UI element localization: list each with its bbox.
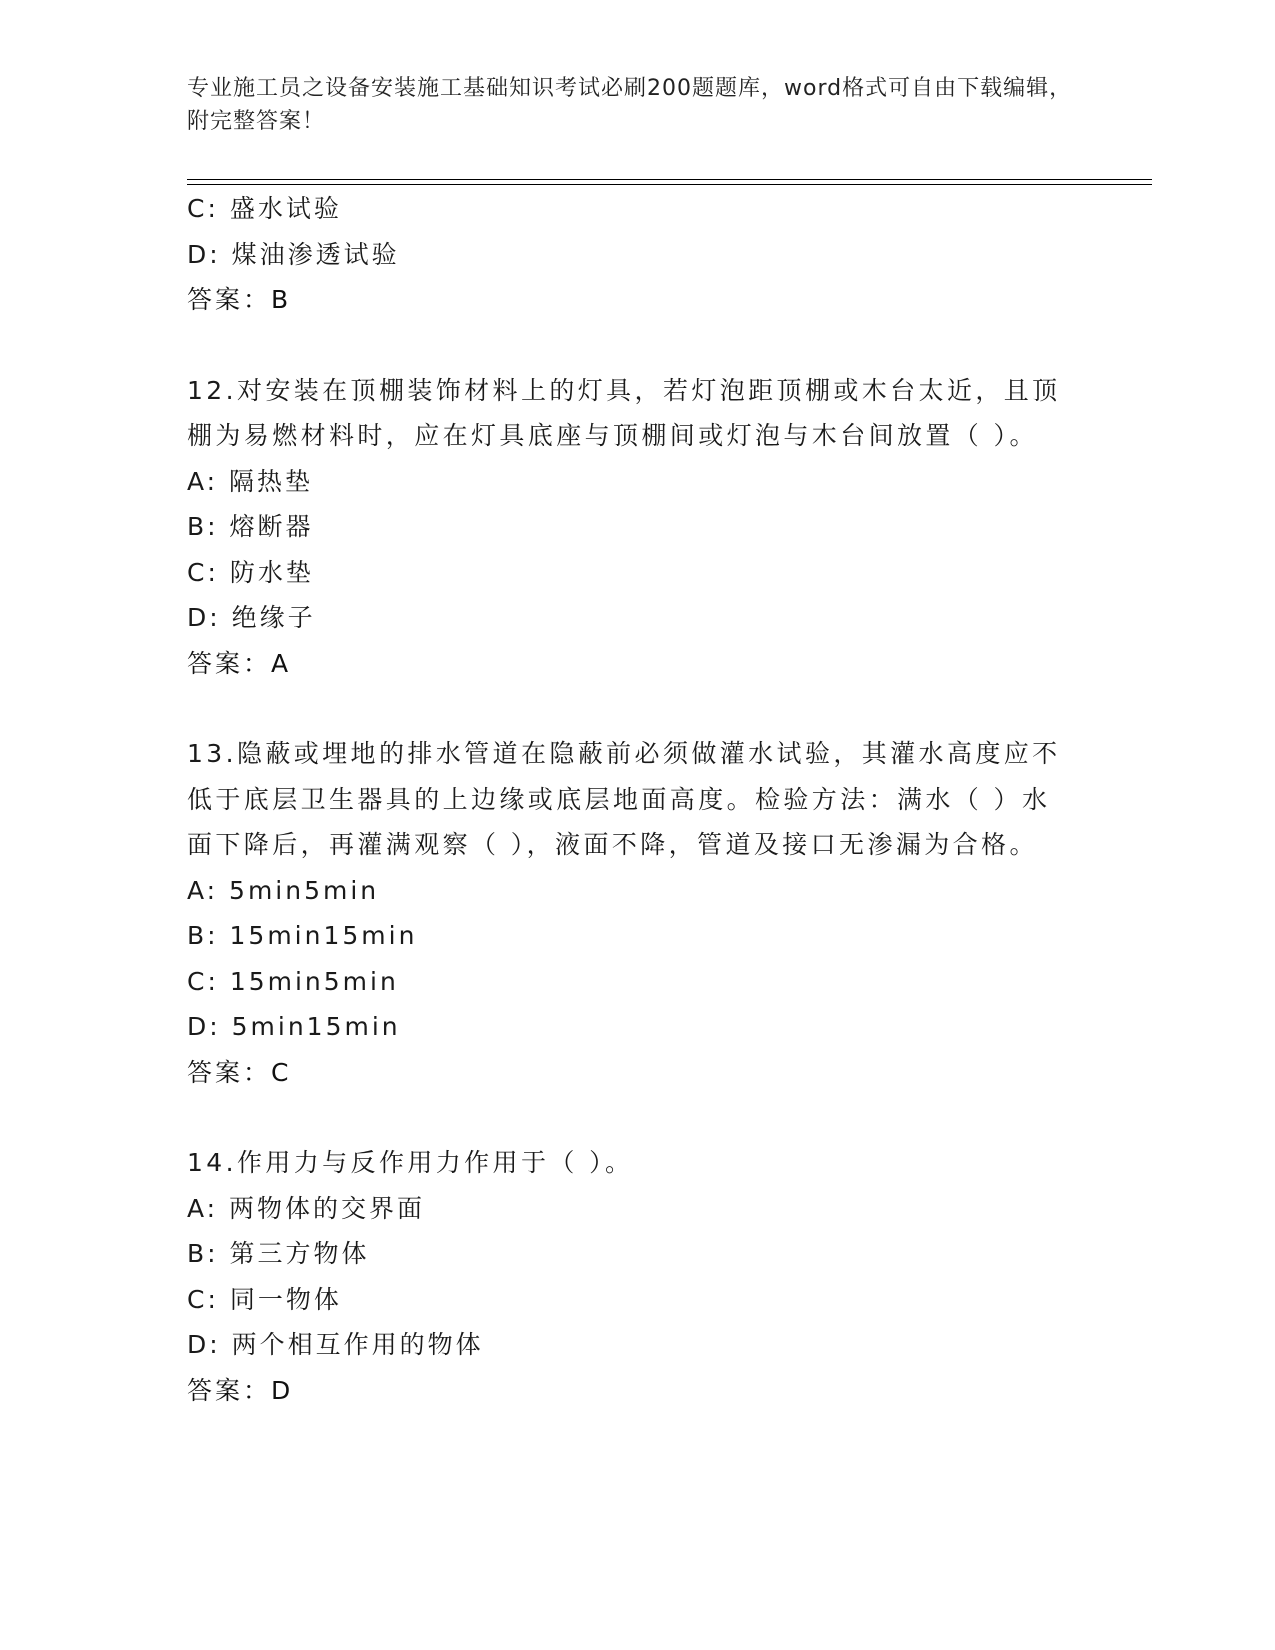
question-14	[187, 1140, 1087, 1413]
option-c: C: 防水垫	[187, 557, 314, 587]
question-text-line: 14.作用力与反作用力作用于（ ）。	[187, 1148, 634, 1177]
answer-line: 答案：B	[187, 285, 292, 314]
option-b: B: 15min15min	[187, 921, 418, 950]
option-c: C: 15min5min	[187, 966, 399, 996]
question-12	[187, 368, 1087, 687]
question-text-line: 面下降后，再灌满观察（ ），液面不降，管道及接口无渗漏为合格。	[187, 830, 1038, 859]
spacer	[187, 323, 1087, 368]
question-13	[187, 731, 1087, 1095]
option-b: B: 熔断器	[187, 512, 314, 541]
header-divider-top	[187, 179, 1152, 180]
question-text-line: 12.对安装在顶棚装饰材料上的灯具，若灯泡距顶棚或木台太近，且顶	[187, 375, 1061, 405]
option-b: B: 第三方物体	[187, 1239, 370, 1268]
answer-line: 答案：D	[187, 1375, 294, 1405]
option-d: D: 5min15min	[187, 1012, 401, 1041]
spacer	[187, 1095, 1087, 1140]
answer-line: 答案：C	[187, 1057, 292, 1087]
option-d: D: 绝缘子	[187, 603, 316, 632]
header-divider-bottom	[187, 184, 1152, 185]
spacer	[187, 686, 1087, 731]
question-text-line: 13.隐蔽或埋地的排水管道在隐蔽前必须做灌水试验，其灌水高度应不	[187, 739, 1061, 768]
document-body	[187, 186, 1087, 1413]
question-text-line: 棚为易燃材料时，应在灯具底座与顶棚间或灯泡与木台间放置（ ）。	[187, 421, 1038, 450]
option-c: C: 同一物体	[187, 1284, 342, 1314]
option-c: C: 盛水试验	[187, 194, 342, 223]
option-a: A: 5min5min	[187, 875, 380, 905]
option-d: D: 煤油渗透试验	[187, 239, 400, 269]
option-a: A: 隔热垫	[187, 466, 314, 496]
option-a: A: 两物体的交界面	[187, 1193, 426, 1223]
header-title: 专业施工员之设备安装施工基础知识考试必刷200题题库，word格式可自由下载编辑，附完整答案！	[187, 76, 1073, 134]
document-header	[187, 72, 1087, 138]
answer-line: 答案：A	[187, 648, 292, 678]
option-d: D: 两个相互作用的物体	[187, 1330, 484, 1359]
question-11-fragment	[187, 186, 1087, 323]
question-text-line: 低于底层卫生器具的上边缘或底层地面高度。检验方法：满水（ ）水	[187, 784, 1051, 814]
